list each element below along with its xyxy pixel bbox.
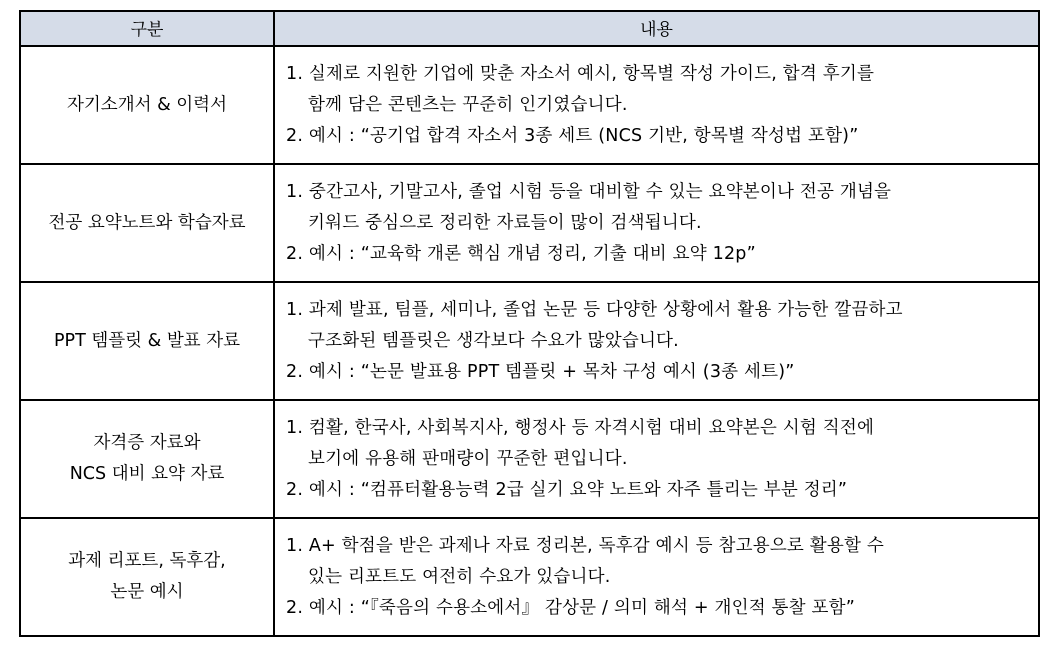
content-line: 함께 담은 콘텐츠는 꾸준히 인기였습니다. [308,94,628,115]
content-line: 1. 과제 발표, 팀플, 세미나, 졸업 논문 등 다양한 상황에서 활용 가능한 깔끔하고 [286,299,903,320]
table-row [20,164,1039,282]
category-cell [20,400,274,518]
category-cell [20,282,274,400]
category-cell [20,518,274,636]
category-label: NCS 대비 요약 자료 [69,464,225,484]
header-category: 구분 [20,11,274,46]
category-label: 과제 리포트, 독후감, [68,551,226,571]
content-line: 1. 컴활, 한국사, 사회복지사, 행정사 등 자격시험 대비 요약본은 시험 직전에 [286,417,875,438]
category-label: PPT 템플릿 & 발표 자료 [53,330,241,351]
table-row [20,282,1039,400]
header-content: 내용 [274,11,1039,46]
category-label: 전공 요약노트와 학습자료 [48,212,246,233]
example-line: 2. 예시 : “컴퓨터활용능력 2급 실기 요약 노트와 자주 틀리는 부분 정리” [286,479,848,500]
table-row [20,46,1039,164]
table-row [20,400,1039,518]
header-row [20,11,1039,46]
content-table [19,10,1040,637]
category-label: 자기소개서 & 이력서 [66,94,227,115]
content-line: 구조화된 템플릿은 생각보다 수요가 많았습니다. [308,330,679,351]
content-line: 1. 중간고사, 기말고사, 졸업 시험 등을 대비할 수 있는 요약본이나 전공 개념을 [286,181,892,202]
category-label: 논문 예시 [110,582,184,602]
content-line: 1. 실제로 지원한 기업에 맞춘 자소서 예시, 항목별 작성 가이드, 합격 후기를 [286,63,875,84]
content-cell [274,518,1039,636]
example-line: 2. 예시 : “교육학 개론 핵심 개념 정리, 기출 대비 요약 12p” [286,243,756,264]
category-cell [20,46,274,164]
example-line: 2. 예시 : “논문 발표용 PPT 템플릿 + 목차 구성 예시 (3종 세트)” [286,361,795,382]
content-line: 보기에 유용해 판매량이 꾸준한 편입니다. [308,448,628,469]
example-line: 2. 예시 : “공기업 합격 자소서 3종 세트 (NCS 기반, 항목별 작성법 포함)” [286,125,859,146]
content-cell [274,164,1039,282]
example-line: 2. 예시 : “『죽음의 수용소에서』 감상문 / 의미 해석 + 개인적 통찰 포함” [286,597,856,618]
content-line: 있는 리포트도 여전히 수요가 있습니다. [308,566,611,587]
content-cell [274,282,1039,400]
content-cell [274,46,1039,164]
category-cell [20,164,274,282]
table-row [20,518,1039,636]
content-line: 키워드 중심으로 정리한 자료들이 많이 검색됩니다. [308,212,702,233]
content-line: 1. A+ 학점을 받은 과제나 자료 정리본, 독후감 예시 등 참고용으로 활용할 수 [286,535,884,556]
content-cell [274,400,1039,518]
category-label: 자격증 자료와 [93,433,201,453]
